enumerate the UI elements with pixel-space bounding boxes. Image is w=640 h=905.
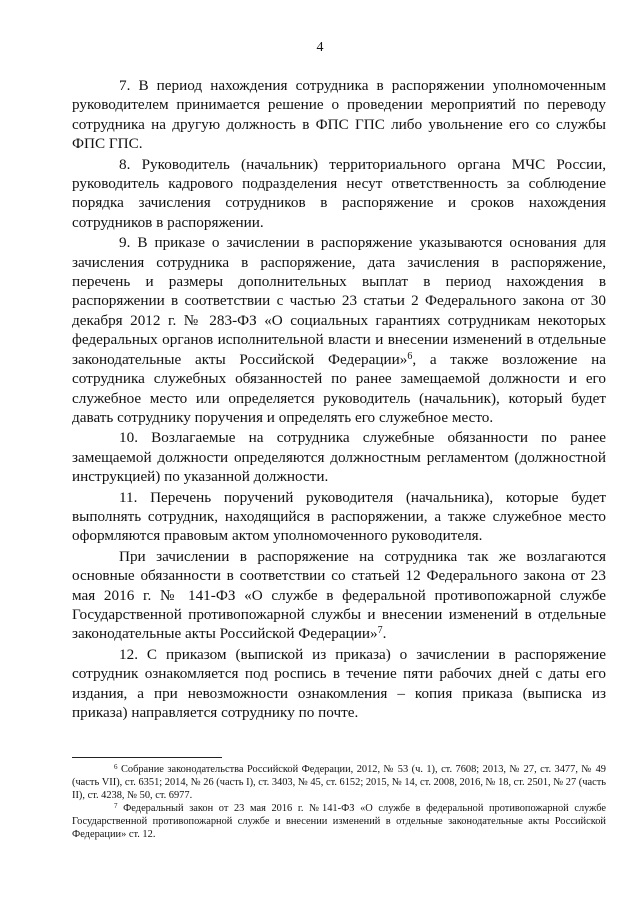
paragraph-obligations — [72, 547, 606, 644]
footnote-6-text: Собрание законодательства Российской Федерации, 2012, № 53 (ч. 1), ст. 7608; 2013, № 27, ст. 3477, № 49 (часть VII), ст. 6351; 2014, № 26 (часть I), ст. 3403, № 45, ст. 6152; 2015, № 14, ст. 2008, 2016, № 18, ст. 2501, № 27 (часть II), ст. 4238, № 50, ст. 6977. — [72, 764, 606, 801]
paragraph-8: 8. Руководитель (начальник) территориального органа МЧС России, руководитель кадрового подразделения несут ответственность за соблюдение порядка зачисления сотрудников в распоряжение и сроков нахождения сотрудников в распоряжении. — [72, 155, 606, 231]
paragraph-12: 12. С приказом (выпиской из приказа) о зачислении в распоряжение сотрудник ознакомляется под роспись в течение пяти рабочих дней с даты его издания, а при невозможности ознакомления – копия приказа (выписка из приказа) направляется сотруднику по почте. — [72, 645, 606, 721]
footnote-mark-6: 6 — [114, 763, 118, 771]
paragraph-10: 10. Возлагаемые на сотрудника служебные обязанности по ранее замещаемой должности определяются должностным регламентом (должностной инструкцией) по указанной должности. — [72, 429, 606, 486]
paragraph-9-text: 9. В приказе о зачислении в распоряжение указываются основания для зачисления сотрудника в распоряжение, дата зачисления в распоряжение, перечень и размеры дополнительных выплат в период нахождения в распоряжении в соответствии с частью 23 статьи 2 Федерального закона от 30 декабря 2012 г. № 283-ФЗ «О социальных гарантиях сотрудникам некоторых федеральных органов исполнительной власти и внесении изменений в отдельные законодательные акты Российской Федерации» — [72, 234, 606, 368]
footnotes — [72, 763, 606, 841]
paragraph-11: 11. Перечень поручений руководителя (начальника), которые будет выполнять сотрудник, находящийся в распоряжении, а также служебное место оформляются правовым актом уполномоченного руководителя. — [72, 488, 606, 545]
paragraph-obligations-text-cont: . — [382, 625, 387, 643]
paragraph-9-text-cont: , а также возложение на сотрудника служебных обязанностей по ранее замещаемой должности и его служебное место или определяется руководитель (начальник), который будет давать сотруднику поручения и определять его служебное место. — [72, 350, 607, 426]
paragraph-obligations-text: При зачислении в распоряжение на сотрудника так же возлагаются основные обязанности в соответствии со статьей 12 Федерального закона от 23 мая 2016 г. № 141-ФЗ «О службе в федеральной противопожарной службе Государственной противопожарной службы и внесении изменений в отдельные законодательные акты Российской Федерации» — [72, 547, 606, 643]
paragraph-7: 7. В период нахождения сотрудника в распоряжении уполномоченным руководителем принимается решение о проведении мероприятий по переводу сотрудника на другую должность в ФПС ГПС либо увольнение его со службы ФПС ГПС. — [72, 77, 606, 153]
page-number: 4 — [316, 40, 324, 55]
footnote-7-text: Федеральный закон от 23 мая 2016 г. №141-ФЗ «О службе в федеральной противопожарной службе Государственной противопожарной службе и внесении изменений в отдельные законодательные акты Российской Федерации» ст. 12. — [72, 803, 606, 840]
footnote-6 — [72, 763, 606, 802]
footnote-7 — [72, 802, 606, 841]
footnote-divider — [72, 757, 222, 758]
footnote-ref-6: 6 — [407, 350, 413, 362]
paragraph-9 — [72, 233, 606, 427]
footnote-ref-7: 7 — [377, 625, 383, 637]
body-text — [72, 76, 606, 723]
footnote-mark-7: 7 — [114, 802, 118, 810]
